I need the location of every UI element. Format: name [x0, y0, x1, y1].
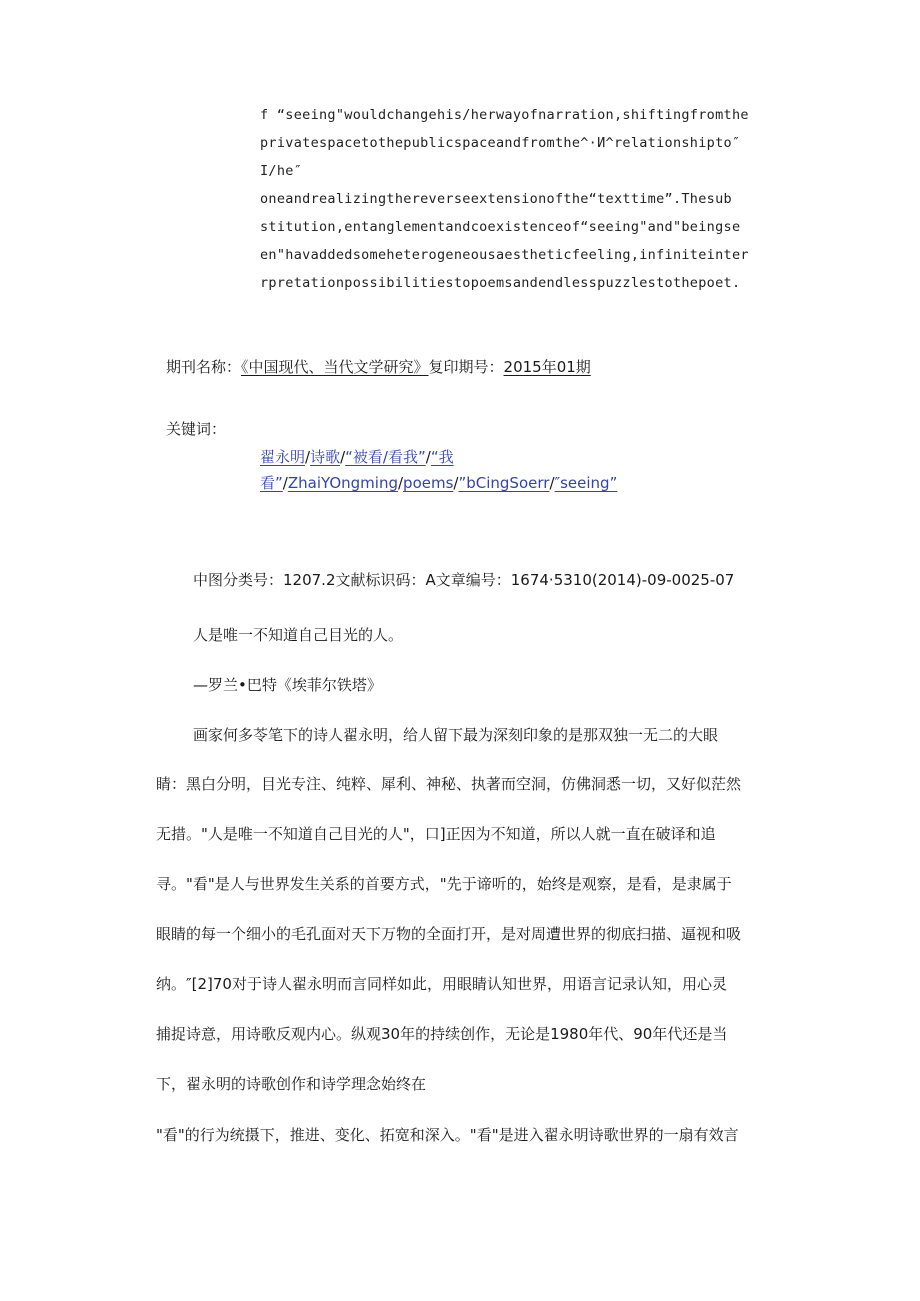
- abstract-line: en"havaddedsomeheterogeneousaestheticfeeling,infiniteinter: [260, 247, 749, 263]
- keyword-separator: /: [282, 474, 288, 492]
- keyword-link[interactable]: poems: [403, 474, 454, 492]
- keyword-link[interactable]: ″seeing”: [554, 474, 618, 492]
- keyword-link[interactable]: 诗歌: [310, 448, 341, 466]
- abstract-line: oneandrealizingthereverseextensionofthe“texttime”.Thesub: [260, 191, 732, 207]
- issue-label: 复印期号：: [428, 358, 504, 376]
- body-line: 眼睛的每一个细小的毛孔面对天下万物的全面打开，是对周遭世界的彻底扫描、逼视和吸: [156, 925, 742, 943]
- keyword-link[interactable]: ”bCingSoerr: [458, 474, 550, 492]
- body-line: 捕捉诗意，用诗歌反观内心。纵观30年的持续创作，无论是1980年代、90年代还是当: [156, 1025, 728, 1043]
- keyword-separator: /: [397, 474, 404, 492]
- epigraph-quote: 人是唯一不知道自己目光的人。: [193, 626, 404, 644]
- body-line: 无措。"人是唯一不知道自己目光的人"，口]正因为不知道，所以人就一直在破译和追: [156, 825, 716, 843]
- abstract-line: f “seeing"wouldchangehis/herwayofnarration,shiftingfromthe: [260, 107, 749, 123]
- journal-info: [166, 356, 591, 377]
- keyword-separator: /: [340, 448, 346, 466]
- keyword-link[interactable]: ZhaiYOngming: [287, 474, 398, 492]
- journal-name-link[interactable]: 《中国现代、当代文学研究》: [241, 358, 429, 376]
- keyword-separator: /: [305, 448, 311, 466]
- epigraph-source: —罗兰•巴特《埃菲尔铁塔》: [193, 676, 382, 694]
- keyword-link[interactable]: “被看/看我”: [345, 448, 426, 466]
- classification-line: 中图分类号：1207.2文献标识码：A文章编号：1674·5310(2014)-09-0025-07: [193, 571, 735, 589]
- keyword-separator: /: [453, 474, 459, 492]
- abstract-line: privatespacetothepublicspaceandfromthe^·И^relationshipto″: [260, 135, 741, 151]
- issue-link[interactable]: 2015年01期: [503, 358, 591, 376]
- body-line: 下，翟永明的诗歌创作和诗学理念始终在: [156, 1075, 427, 1093]
- keyword-link[interactable]: “我: [430, 448, 454, 466]
- keyword-link[interactable]: 翟永明: [260, 448, 306, 466]
- body-line: 画家何多苓笔下的诗人翟永明，给人留下最为深刻印象的是那双独一无二的大眼: [193, 726, 719, 744]
- keyword-separator: /: [549, 474, 555, 492]
- keywords-line-2: [260, 472, 617, 493]
- keyword-separator: /: [425, 448, 431, 466]
- body-line: 睛：黑白分明，目光专注、纯粹、犀利、神秘、执著而空洞，仿佛洞悉一切，又好似茫然: [156, 775, 742, 793]
- keyword-link[interactable]: 看”: [260, 474, 283, 492]
- abstract-line: rpretationpossibilitiestopoemsandendlesspuzzlestothepoet.: [260, 275, 741, 291]
- keywords-label: 关键词：: [166, 420, 227, 438]
- journal-label: 期刊名称：: [166, 358, 242, 376]
- body-line: "看"的行为统摄下，推进、变化、拓宽和深入。"看"是进入翟永明诗歌世界的一扇有效言: [156, 1126, 739, 1144]
- body-line: 纳。″[2]70对于诗人翟永明而言同样如此，用眼睛认知世界，用语言记录认知，用心灵: [156, 975, 727, 993]
- abstract-line: stitution,entanglementandcoexistenceof“seeing"and"beingse: [260, 219, 741, 235]
- keywords-line-1: [260, 446, 454, 467]
- body-line: 寻。"看"是人与世界发生关系的首要方式，"先于谛听的，始终是观察，是看，是隶属于: [156, 875, 732, 893]
- abstract-line: I/he″: [260, 163, 303, 179]
